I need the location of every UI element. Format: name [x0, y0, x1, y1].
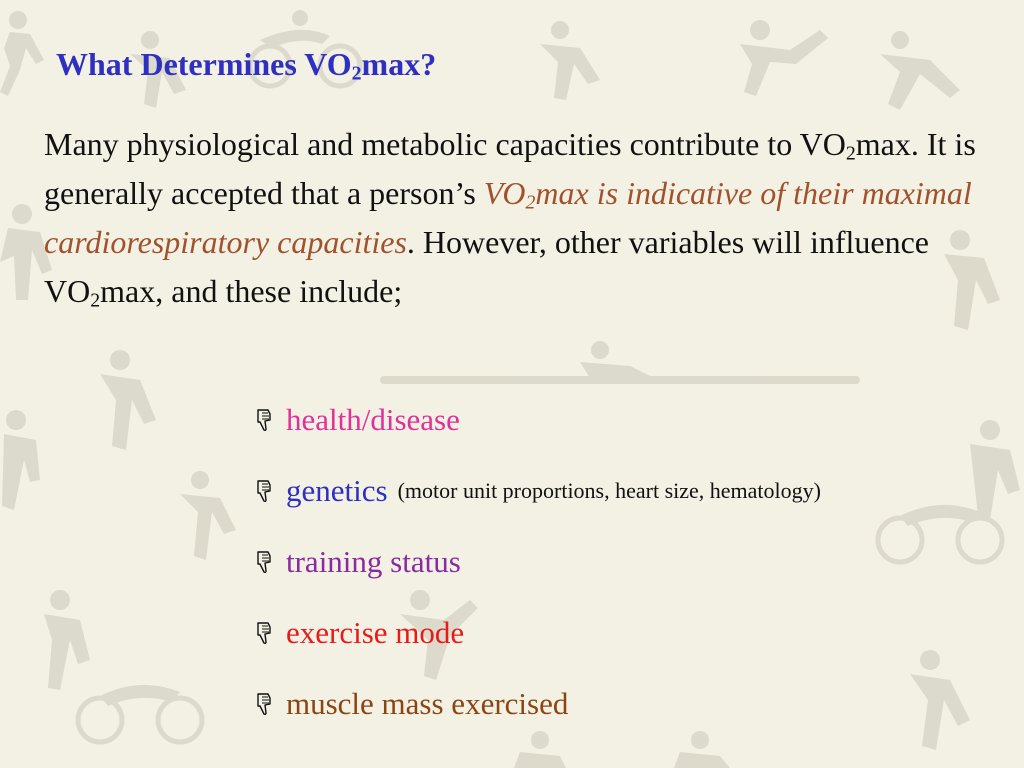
paragraph-text-1: Many physiological and metabolic capacities contribute to VO	[44, 126, 846, 162]
emphasis-subscript: 2	[525, 191, 536, 214]
slide-title	[56, 44, 436, 84]
factor-list	[254, 384, 821, 739]
emphasis-text-1: VO	[483, 175, 526, 211]
thumbs-down-hand-icon	[254, 479, 274, 503]
factor-item	[254, 526, 821, 597]
factor-item	[254, 384, 821, 455]
intro-paragraph	[44, 120, 1004, 316]
factor-note: (motor unit proportions, heart size, hematology)	[397, 477, 821, 503]
paragraph-text-2: max. It is generally accepted that a person’s	[44, 126, 976, 211]
factor-item	[254, 455, 821, 526]
title-suffix: max?	[361, 46, 437, 82]
factor-label: exercise mode	[286, 614, 465, 650]
title-text: What Determines VO	[56, 46, 352, 82]
paragraph-text-3: . However, other variables will influence VO	[44, 224, 929, 309]
factor-label: muscle mass exercised	[286, 685, 569, 721]
thumbs-down-hand-icon	[254, 408, 274, 432]
paragraph-text-4: max, and these include;	[100, 273, 403, 309]
emphasis-text-2: max is indicative of their maximal cardiorespiratory capacities	[44, 175, 972, 260]
title-subscript: 2	[351, 62, 362, 85]
thumbs-down-hand-icon	[254, 621, 274, 645]
factor-label: health/disease	[286, 401, 460, 437]
factor-item	[254, 597, 821, 668]
paragraph-subscript-1: 2	[845, 142, 856, 165]
factor-label: genetics	[286, 472, 388, 508]
factor-item	[254, 668, 821, 739]
paragraph-subscript-2: 2	[90, 289, 101, 312]
factor-label: training status	[286, 543, 461, 579]
thumbs-down-hand-icon	[254, 550, 274, 574]
thumbs-down-hand-icon	[254, 692, 274, 716]
